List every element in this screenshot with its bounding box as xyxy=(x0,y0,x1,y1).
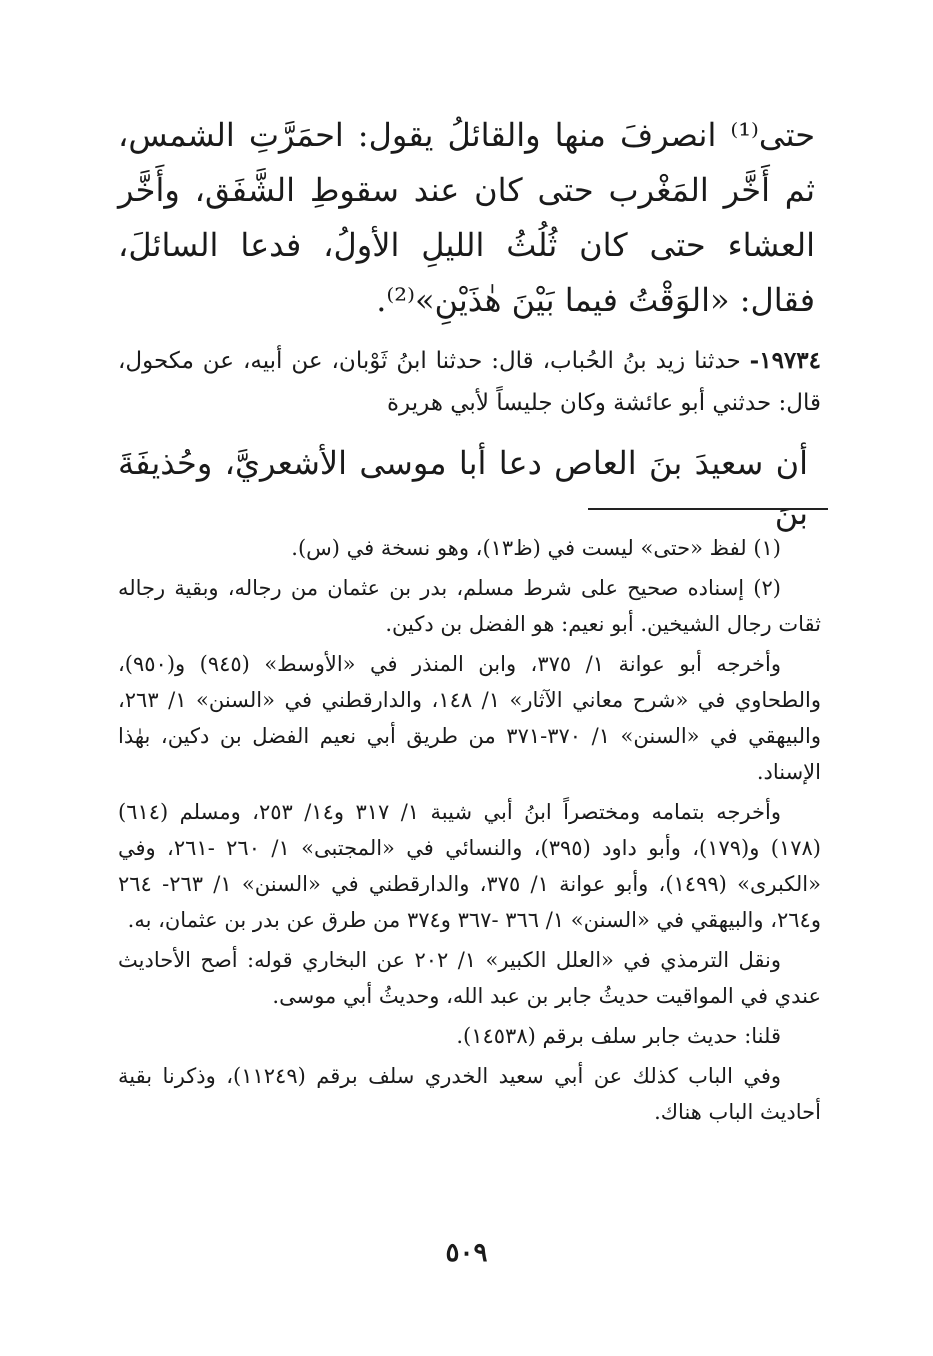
footnote-2-takhrij-2: وأخرجه بتمامه ومختصراً ابنُ أبي شيبة ١/ ٣١٧ و١٤/ ٢٥٣، ومسلم (٦١٤) (١٧٨) و(١٧٩)، وأبو داود (٣٩٥)، والنسائي في «المجتبى» ١/ ٢٦٠ -٢٦١، وفي «الكبرى» (١٤٩٩)، وأبو عوانة ١/ ٣٧٥، والدارقطني في «السنن» ١/ ٢٦٣- ٢٦٤ و٢٦٤، والبيهقي في «السنن» ١/ ٣٦٦ -٣٦٧ و٣٧٤ من طرق عن بدر بن عثمان، به. xyxy=(118,800,821,932)
footnotes xyxy=(118,530,821,1134)
main-text: حتى⁽¹⁾ انصرفَ منها والقائلُ يقول: احمَرَّتِ الشمس، ثم أَخَّر المَغْرب حتى كان عند سقوطِ الشَّفَق، وأَخَّر العشاء حتى كان ثُلُثُ الليلِ الأولُ، فدعا السائلَ، فقال: «الوَقْتُ فيما بَيْنَ هٰذَيْنِ»⁽²⁾. xyxy=(118,116,815,319)
footnote-divider xyxy=(588,508,828,510)
footnote-2: (٢) إسناده صحيح على شرط مسلم، بدر بن عثمان من رجاله، وبقية رجاله ثقات رجال الشيخين. أبو نعيم: هو الفضل بن دكين. xyxy=(118,576,821,636)
isnad-text: حدثنا زيد بنُ الحُباب، قال: حدثنا ابنُ ثَوْبان، عن أبيه، عن مكحول، قال: حدثني أبو عائشة وكان جليساً لأبي هريرة xyxy=(118,348,821,416)
footnote-2-takhrij-1: وأخرجه أبو عوانة ١/ ٣٧٥، وابن المنذر في «الأوسط» (٩٤٥) و(٩٥٠)، والطحاوي في «شرح معاني الآثار» ١/ ١٤٨، والدارقطني في «السنن» ١/ ٢٦٣، والبيهقي في «السنن» ١/ ٣٧٠-٣٧١ من طريق أبي نعيم الفضل بن دكين، بهٰذا الإسناد. xyxy=(118,652,821,784)
footnote-2-bab: وفي الباب كذلك عن أبي سعيد الخدري سلف برقم (١١٢٤٩)، وذكرنا بقية أحاديث الباب هناك. xyxy=(118,1064,821,1124)
footnote-2-tirmidhi: ونقل الترمذي في «العلل الكبير» ١/ ٢٠٢ عن البخاري قوله: أصح الأحاديث عندي في المواقيت حديثُ جابر بن عبد الله، وحديثُ أبي موسى. xyxy=(118,948,821,1008)
page-number: ٥٠٩ xyxy=(445,1238,488,1268)
footnote-2-qulna: قلنا: حديث جابر سلف برقم (١٤٥٣٨). xyxy=(456,1024,781,1048)
hadith-isnad xyxy=(118,340,821,424)
footnote-1: (١) لفظ «حتى» ليست في (ظ١٣)، وهو نسخة في (س). xyxy=(291,536,781,560)
hadith-number: ١٩٧٣٤- xyxy=(749,347,821,374)
hadith-matn: أن سعيدَ بنَ العاص دعا أبا موسى الأشعريَّ، وحُذيفَةَ بنَ xyxy=(118,444,808,532)
